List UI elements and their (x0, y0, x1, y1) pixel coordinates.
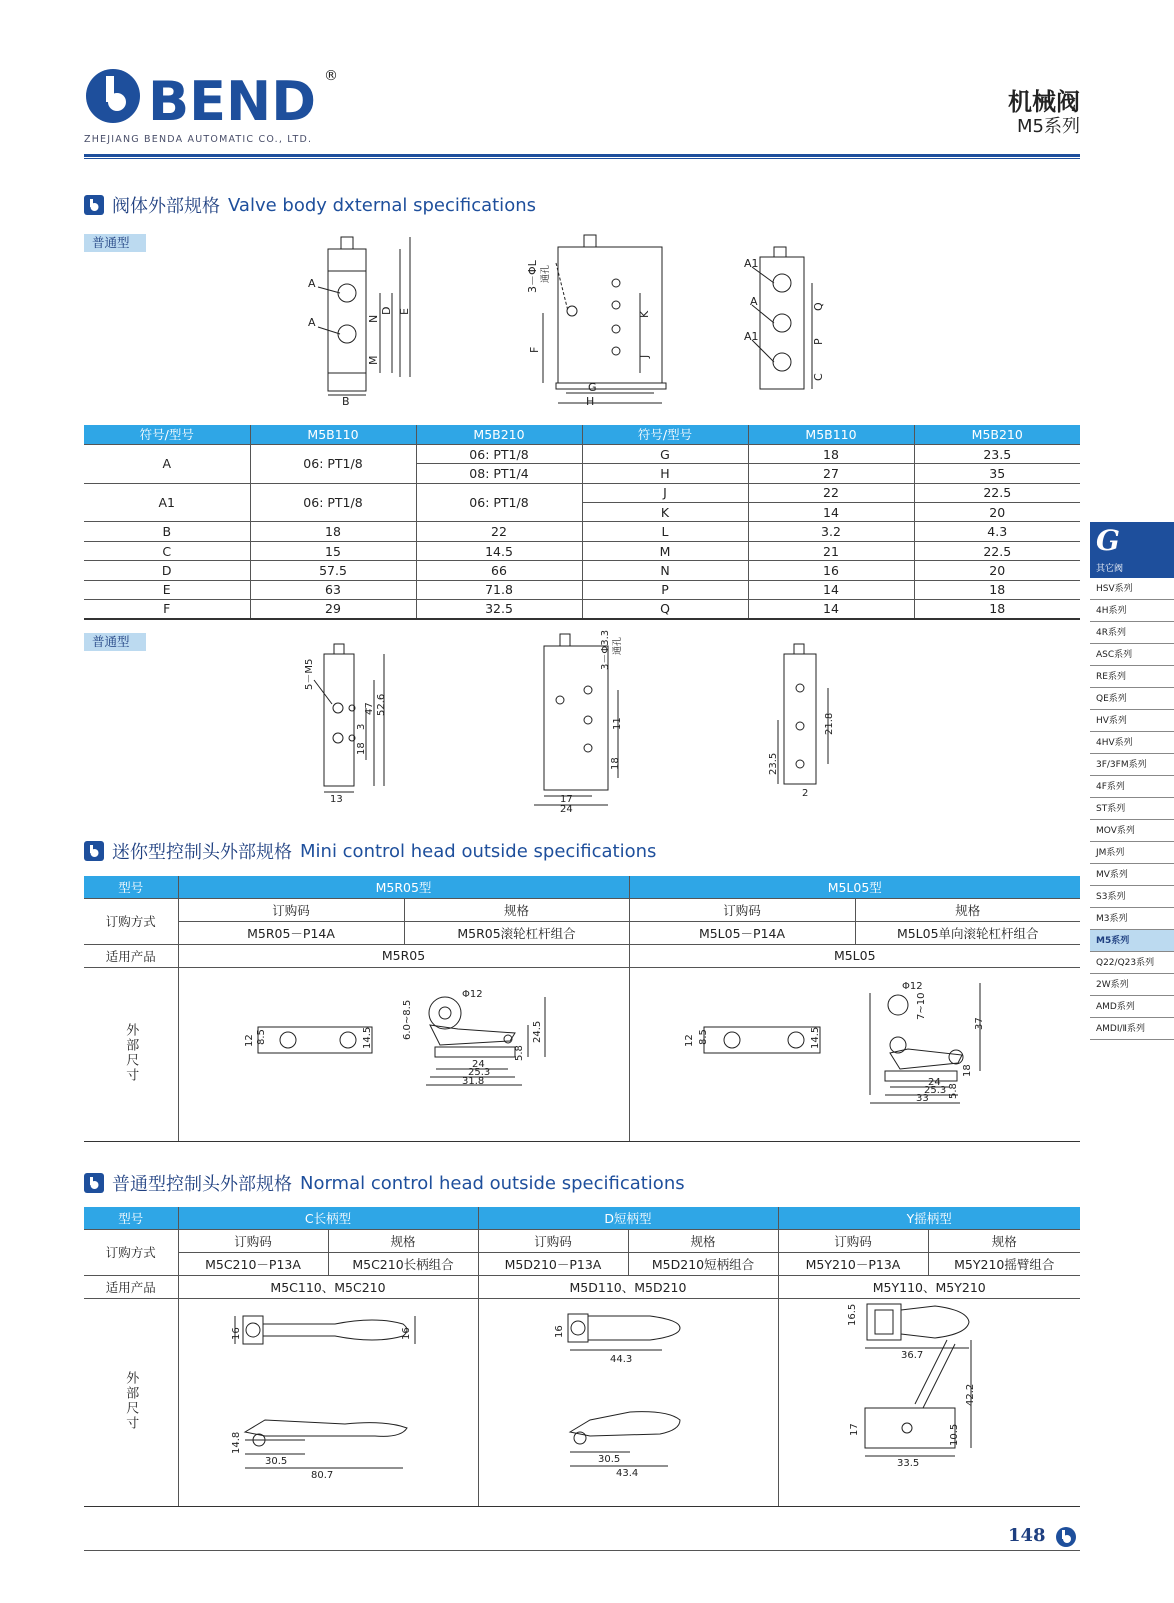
svg-text:23.5: 23.5 (768, 752, 779, 775)
company-name: ZHEJIANG BENDA AUTOMATIC CO., LTD. (84, 134, 313, 145)
svg-text:25.3: 25.3 (468, 1067, 491, 1078)
svg-text:52.6: 52.6 (376, 693, 387, 716)
table-row: A 06: PT1/8 06: PT1/8 G 18 23.5 (84, 444, 1080, 463)
svg-text:Q: Q (812, 302, 825, 311)
footer-rule (84, 1550, 1080, 1551)
table-row: K 14 20 (84, 503, 1080, 522)
page-title: 机械阀 (1008, 88, 1080, 116)
svg-text:17: 17 (560, 794, 573, 805)
sidebar-item[interactable]: ST系列 (1090, 798, 1174, 820)
section-title-en: Valve body dxternal specifications (228, 194, 536, 216)
sidebar-item[interactable]: S3系列 (1090, 886, 1174, 908)
svg-text:14.5: 14.5 (362, 1026, 373, 1049)
sidebar-item[interactable]: Q22/Q23系列 (1090, 952, 1174, 974)
svg-text:J: J (638, 354, 651, 358)
table-row: E 63 71.8 P 14 18 (84, 580, 1080, 599)
svg-text:N: N (367, 314, 380, 323)
sidebar-item[interactable]: 4H系列 (1090, 600, 1174, 622)
svg-text:A1: A1 (744, 330, 759, 343)
svg-text:H: H (586, 395, 595, 408)
svg-text:33: 33 (916, 1093, 929, 1104)
svg-text:Φ12: Φ12 (462, 989, 483, 1000)
table-row: F 29 32.5 Q 14 18 (84, 600, 1080, 619)
header-rule (84, 154, 1080, 157)
normal-head-table: 型号 C长柄型 D短柄型 Y摇柄型 订购方式 订购码 规格 订购码 规格 订购码 规格 M5C210－P13A M5C210长柄组合 M5D210－P13A M5D210短柄组合 M5Y210－P13A M5Y210摇臂组合 适用产品 M5C110、M5C210 M5D110、M5D210 M5Y110、M5Y210 外部尺寸 (84, 1207, 1080, 1507)
svg-text:30.5: 30.5 (265, 1456, 288, 1467)
sidebar-item[interactable]: HV系列 (1090, 710, 1174, 732)
svg-text:10.5: 10.5 (949, 1423, 960, 1446)
svg-text:30.5: 30.5 (598, 1454, 621, 1465)
brand-logo (84, 64, 344, 133)
svg-text:18: 18 (356, 742, 367, 755)
svg-text:16: 16 (554, 1325, 565, 1338)
brand-wordmark: BEND (148, 70, 317, 133)
svg-text:25.3: 25.3 (924, 1085, 947, 1096)
svg-text:13: 13 (330, 794, 343, 805)
sidebar-item[interactable]: AMD系列 (1090, 996, 1174, 1018)
spec-header-row: 符号/型号 M5B110 M5B210 符号/型号 M5B110 M5B210 (84, 425, 1080, 444)
sidebar-item[interactable]: 4R系列 (1090, 622, 1174, 644)
mini-valve-side-drawing (530, 629, 640, 815)
svg-text:11: 11 (612, 717, 623, 730)
svg-text:3: 3 (356, 723, 367, 730)
svg-text:8.5: 8.5 (256, 1029, 267, 1045)
spec-table (84, 425, 1080, 620)
table-row: 08: PT1/4 H 27 35 (84, 464, 1080, 483)
svg-text:通孔: 通孔 (541, 264, 551, 283)
svg-text:A1: A1 (744, 257, 759, 270)
section-title-cn: 阀体外部规格 (112, 196, 220, 217)
page-number: 148 (1008, 1525, 1046, 1546)
svg-text:5.8: 5.8 (948, 1083, 959, 1099)
table-row: A1 06: PT1/8 06: PT1/8 J 22 22.5 (84, 483, 1080, 502)
sidebar-item[interactable]: MOV系列 (1090, 820, 1174, 842)
svg-text:12: 12 (244, 1034, 255, 1047)
bend-bullet-icon (84, 195, 104, 215)
svg-text:A: A (308, 277, 316, 290)
sidebar-item[interactable]: M3系列 (1090, 908, 1174, 930)
svg-text:16: 16 (401, 1327, 412, 1340)
svg-text:21.8: 21.8 (824, 712, 835, 735)
svg-text:Φ12: Φ12 (902, 981, 923, 992)
d-handle-drawing (550, 1310, 700, 1500)
svg-text:6.0~8.5: 6.0~8.5 (402, 999, 413, 1040)
svg-text:24.5: 24.5 (532, 1020, 543, 1043)
svg-text:通孔: 通孔 (613, 636, 623, 655)
header-rule-thin (84, 158, 1080, 159)
svg-text:5.8: 5.8 (514, 1045, 525, 1061)
section-title-cn: 迷你型控制头外部规格 (112, 842, 292, 863)
sidebar-item[interactable]: 3F/3FM系列 (1090, 754, 1174, 776)
svg-text:42.2: 42.2 (965, 1383, 976, 1406)
sidebar-item-active[interactable]: M5系列 (1090, 930, 1174, 952)
section-mini-head-heading (84, 838, 656, 864)
svg-text:12: 12 (684, 1034, 695, 1047)
table-row: B 18 22 L 3.2 4.3 (84, 522, 1080, 541)
svg-text:43.4: 43.4 (616, 1468, 639, 1479)
svg-text:80.7: 80.7 (311, 1470, 334, 1481)
svg-text:24: 24 (560, 804, 573, 815)
c-handle-drawing (225, 1312, 425, 1502)
valve-side-drawing (528, 233, 658, 413)
svg-text:®: ® (324, 68, 338, 84)
sidebar-item[interactable]: MV系列 (1090, 864, 1174, 886)
svg-text:31.8: 31.8 (462, 1076, 485, 1087)
svg-text:C: C (812, 373, 825, 381)
svg-text:37: 37 (974, 1017, 985, 1030)
svg-text:3－ΦL: 3－ΦL (526, 260, 539, 293)
sidebar-item[interactable]: JM系列 (1090, 842, 1174, 864)
mini-head-table: 型号 M5R05型 M5L05型 订购方式 订购码 规格 订购码 规格 M5R05－P14A M5R05滚轮杠杆组合 M5L05－P14A M5L05单向滚轮杠杆组合 适用产品 M5R05 M5L05 外部尺寸 (84, 876, 1080, 1142)
svg-text:24: 24 (928, 1077, 941, 1088)
mini-valve-front-drawing (300, 640, 400, 805)
svg-text:A: A (750, 295, 758, 308)
section-title-en: Normal control head outside specifications (300, 1172, 685, 1194)
svg-text:18: 18 (610, 757, 621, 770)
valve-front-drawing (300, 235, 430, 410)
bend-bullet-icon (84, 1173, 104, 1193)
svg-text:33.5: 33.5 (897, 1458, 920, 1469)
sidebar-item[interactable]: QE系列 (1090, 688, 1174, 710)
category-title: 其它阀 (1096, 564, 1124, 574)
sidebar-item[interactable]: 2W系列 (1090, 974, 1174, 996)
category-letter: G (1096, 524, 1120, 557)
svg-text:P: P (812, 338, 825, 345)
svg-text:A: A (308, 316, 316, 329)
svg-text:5－M5: 5－M5 (304, 658, 315, 690)
type-chip: 普通型 (84, 234, 146, 252)
svg-text:14.5: 14.5 (810, 1026, 821, 1049)
sidebar-item[interactable]: 4F系列 (1090, 776, 1174, 798)
sidebar-item[interactable]: RE系列 (1090, 666, 1174, 688)
section-valve-body-heading (84, 192, 536, 218)
svg-text:24: 24 (472, 1059, 485, 1070)
section-title-cn: 普通型控制头外部规格 (112, 1174, 292, 1195)
mini-valve-port-drawing (770, 640, 860, 800)
svg-text:16.5: 16.5 (847, 1303, 858, 1326)
section-title-en: Mini control head outside specifications (300, 840, 657, 862)
side-category-tab[interactable] (1090, 522, 1174, 578)
sidebar-item[interactable]: HSV系列 (1090, 578, 1174, 600)
svg-text:G: G (588, 381, 597, 394)
sidebar-item[interactable]: 4HV系列 (1090, 732, 1174, 754)
type-chip-2: 普通型 (84, 633, 146, 651)
valve-port-drawing (744, 245, 852, 395)
svg-text:M: M (367, 355, 380, 365)
svg-text:16: 16 (231, 1327, 242, 1340)
svg-text:3－Φ3.3: 3－Φ3.3 (600, 629, 611, 670)
page-subtitle: M5系列 (1017, 116, 1080, 137)
svg-text:F: F (528, 346, 541, 353)
table-row: C 15 14.5 M 21 22.5 (84, 541, 1080, 560)
svg-text:E: E (398, 308, 411, 315)
bend-footer-icon (1055, 1526, 1077, 1548)
section-normal-head-heading (84, 1170, 685, 1196)
bend-bullet-icon (84, 841, 104, 861)
series-nav-list (1090, 578, 1174, 1040)
svg-text:B: B (342, 395, 350, 408)
svg-text:47: 47 (364, 702, 375, 715)
table-row: D 57.5 66 N 16 20 (84, 561, 1080, 580)
svg-text:D: D (380, 306, 393, 315)
sidebar-item[interactable]: ASC系列 (1090, 644, 1174, 666)
svg-text:7~10: 7~10 (916, 992, 927, 1020)
svg-text:17: 17 (849, 1423, 860, 1436)
y-handle-drawing (845, 1296, 1005, 1506)
svg-text:8.5: 8.5 (698, 1029, 709, 1045)
svg-text:K: K (638, 310, 651, 318)
m5l05-drawing (680, 975, 1010, 1125)
svg-text:18: 18 (962, 1064, 973, 1077)
m5r05-drawing (240, 985, 580, 1115)
svg-text:14.8: 14.8 (231, 1431, 242, 1454)
svg-text:36.7: 36.7 (901, 1350, 924, 1361)
sidebar-item[interactable]: AMDⅠ/Ⅱ系列 (1090, 1018, 1174, 1040)
svg-text:44.3: 44.3 (610, 1354, 633, 1365)
svg-text:2: 2 (802, 788, 809, 799)
